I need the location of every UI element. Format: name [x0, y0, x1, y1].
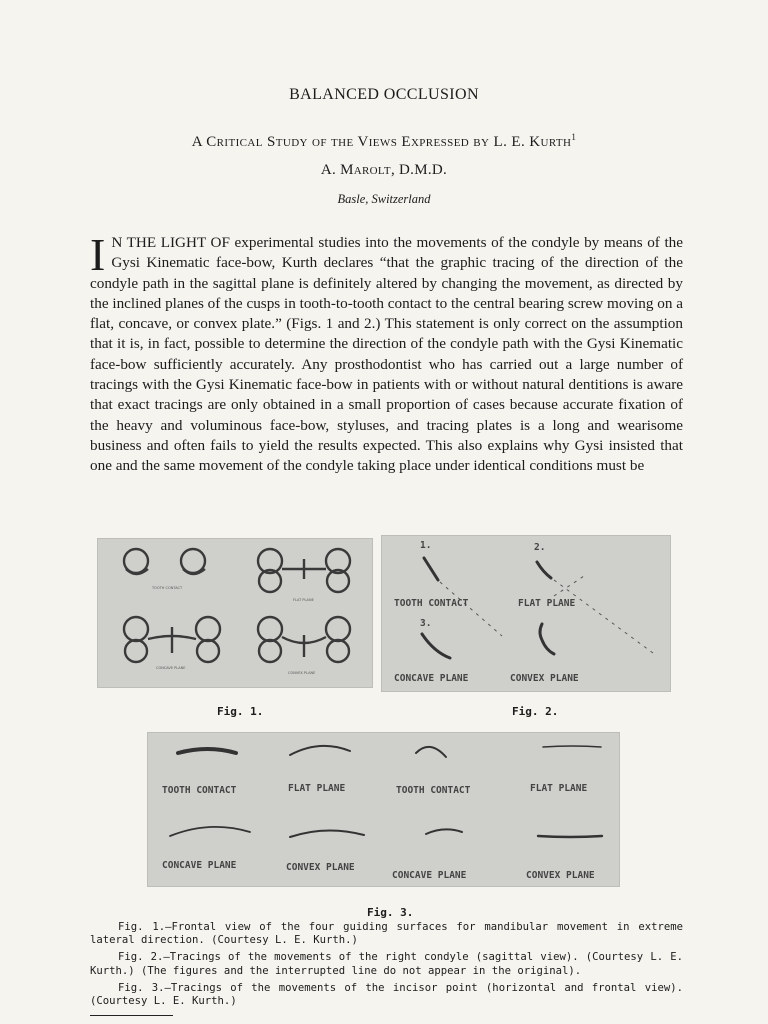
- caption-fig1: Fig. 1.—Frontal view of the four guiding surfaces for mandibular movement in extreme lateral direction. (Courtesy L. E. Kurth.): [90, 921, 683, 947]
- subtitle-text: A Critical Study of the Views Expressed by L. E. Kurth: [191, 134, 572, 150]
- fig2-num-1: 1.: [420, 540, 432, 551]
- fig1-label-2: CONCAVE PLANE: [156, 666, 186, 670]
- caption-fig3: Fig. 3.—Tracings of the movements of the incisor point (horizontal and frontal view). (Courtesy L. E. Kurth.): [90, 981, 683, 1008]
- figure-1-drawing: [98, 539, 372, 687]
- figure-3-image: [147, 732, 620, 887]
- article-title: BALANCED OCCLUSION: [289, 86, 479, 103]
- figure-captions: [90, 921, 683, 1012]
- fig3-top-label-2: TOOTH CONTACT: [396, 785, 471, 796]
- fig2-label-0: TOOTH CONTACT: [394, 598, 469, 609]
- footnote-divider: [90, 1015, 173, 1016]
- figure-3-label: Fig. 3.: [367, 906, 414, 919]
- figure-2-label: Fig. 2.: [512, 705, 559, 718]
- figure-1-image: [97, 538, 373, 688]
- author-affiliation: Basle, Switzerland: [337, 192, 431, 206]
- figure-2-drawing: [382, 536, 670, 691]
- fig2-label-2: CONCAVE PLANE: [394, 673, 469, 684]
- fig3-bottom-label-3: CONVEX PLANE: [526, 870, 595, 881]
- author-name: A. Marolt: [320, 162, 391, 178]
- figure-1-label: Fig. 1.: [217, 705, 264, 718]
- caption-fig2: Fig. 2.—Tracings of the movements of the right condyle (sagittal view). (Courtesy L. E. Kurth.) (The figures and the interrupted line do not appear in the original).: [90, 951, 683, 977]
- drop-cap: I: [90, 229, 106, 280]
- fig3-top-label-1: FLAT PLANE: [288, 783, 346, 794]
- fig1-label-0: TOOTH CONTACT: [152, 586, 183, 590]
- fig3-top-label-3: FLAT PLANE: [530, 783, 588, 794]
- fig2-num-3: 3.: [420, 618, 432, 629]
- fig1-label-3: CONVEX PLANE: [288, 671, 316, 675]
- fig2-label-3: CONVEX PLANE: [510, 673, 579, 684]
- fig3-bottom-label-2: CONCAVE PLANE: [392, 870, 467, 881]
- author-line: [0, 162, 768, 179]
- figure-2-image: [381, 535, 671, 692]
- body-paragraph: [90, 229, 683, 477]
- article-subtitle: [0, 132, 768, 151]
- fig3-bottom-label-1: CONVEX PLANE: [286, 862, 355, 873]
- fig2-label-1: FLAT PLANE: [518, 598, 576, 609]
- figure-3-drawing: [148, 733, 619, 886]
- fig2-num-2: 2.: [534, 542, 546, 553]
- author-degree: , D.M.D.: [390, 162, 448, 178]
- fig1-label-1: FLAT PLANE: [293, 598, 314, 602]
- fig3-top-label-0: TOOTH CONTACT: [162, 785, 237, 796]
- body-text: N THE LIGHT OF experimental studies into the movements of the condyle by means of the Gysi Kinematic face-bow, Kurth declares “that the graphic tracing of the direction of the condyle path in the sagittal plane is definitely altered by changing the movement, as directed by the inclined planes of the cusps in tooth-to-tooth contact to the central bearing screw moving on a flat, concave, or convex plate.” (Figs. 1 and 2.) This statement is only correct on the assumption that it is, in fact, possible to determine the direction of the condyle path with the Gysi Kinematic face-bow sufficiently accurately. Any prosthodontist who has carried out a large number of tracings with the Gysi Kinematic face-bow in patients with or without natural dentitions is aware that exact tracings are only obtained in a small proportion of cases because accurate fixation of the heavy and voluminous face-bow, styluses, and tracing plates is a long and wearisome business and often fails to yield the results expected. This also explains why Gysi insisted that one and the same movement of the condyle taking place under identical conditions must be: [90, 234, 683, 475]
- footnote-marker: 1: [571, 132, 577, 142]
- fig3-bottom-label-0: CONCAVE PLANE: [162, 860, 237, 871]
